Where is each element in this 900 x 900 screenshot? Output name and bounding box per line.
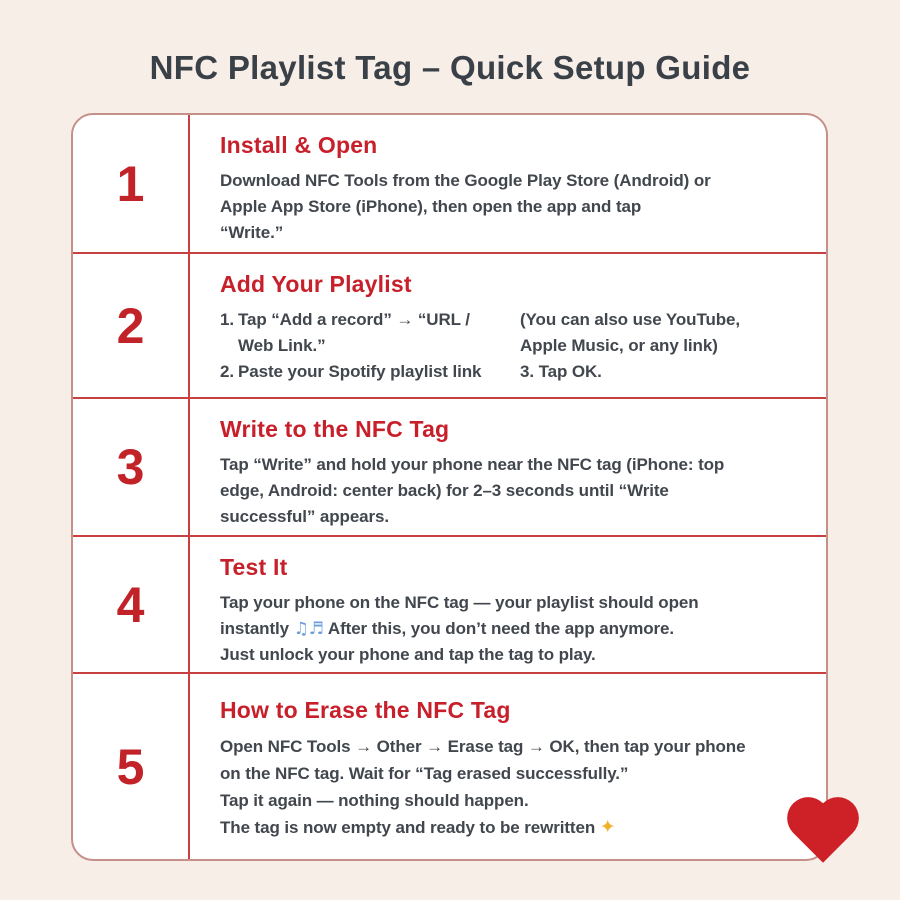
step-body-4 (220, 590, 812, 668)
step-row-4 (73, 537, 826, 674)
page-title: NFC Playlist Tag – Quick Setup Guide (149, 49, 751, 86)
step-body-line: Web Link.” (238, 336, 326, 355)
step-content-4 (190, 537, 826, 672)
list-marker: 2. (220, 362, 234, 381)
step2-right-column (520, 307, 740, 385)
step-row-5 (73, 674, 826, 859)
step-body-3 (220, 452, 812, 530)
step-body-line: Tap “Add a record” → “URL / (238, 310, 470, 329)
step-number-4: 4 (73, 537, 190, 672)
step-row-1 (73, 115, 826, 254)
step-number-2: 2 (73, 254, 190, 397)
step-body-line: Paste your Spotify playlist link (238, 362, 482, 381)
step-body-line: Download NFC Tools from the Google Play Store (Android) or (220, 171, 711, 190)
step-body-line: Tap “Write” and hold your phone near the NFC tag (iPhone: top (220, 455, 725, 474)
step-body-line: successful” appears. (220, 507, 390, 526)
step-title-3: Write to the NFC Tag (220, 416, 450, 442)
list-item (220, 359, 507, 385)
step-content-5 (190, 674, 826, 859)
step-title-2: Add Your Playlist (220, 271, 412, 297)
list-marker: 1. (220, 310, 234, 329)
step-body-line: “Write.” (220, 223, 284, 242)
step-body-line: Apple App Store (iPhone), then open the app and tap (220, 197, 642, 216)
step-title-4: Test It (220, 554, 288, 580)
step-title-1: Install & Open (220, 132, 378, 158)
step-body-line: Open NFC Tools → Other → Erase tag → OK, then tap your phone (220, 737, 746, 756)
step-number-5: 5 (73, 674, 190, 859)
step-body-5 (220, 733, 812, 841)
setup-guide-card (71, 113, 828, 861)
step-title-5: How to Erase the NFC Tag (220, 697, 511, 723)
music-notes-icon: ♫♬ (293, 619, 324, 639)
step-body-line: The tag is now empty and ready to be rewritten ✦ (220, 816, 616, 838)
step-content-3 (190, 399, 826, 535)
step-body-line: Just unlock your phone and tap the tag to play. (220, 645, 596, 664)
step2-left-column (220, 307, 507, 385)
step-body-line: (You can also use YouTube, (520, 310, 741, 329)
step-body-line: Tap your phone on the NFC tag — your playlist should open (220, 593, 699, 612)
sparkles-icon: ✦ (599, 816, 616, 838)
step-row-2 (73, 254, 826, 399)
step-content-2 (190, 254, 826, 397)
step-body-line: instantly ♫♬ After this, you don’t need the app anymore. (220, 619, 675, 639)
step-number-3: 3 (73, 399, 190, 535)
step-row-3 (73, 399, 826, 537)
step-number-1: 1 (73, 115, 190, 252)
step-body-line: Apple Music, or any link) (520, 336, 718, 355)
step-body-line: edge, Android: center back) for 2–3 seconds until “Write (220, 481, 669, 500)
list-item (220, 307, 507, 359)
step-body-line: Tap it again — nothing should happen. (220, 791, 529, 810)
step-body-1 (220, 168, 812, 246)
step-body-line: 3. Tap OK. (520, 362, 602, 381)
step-body-line: on the NFC tag. Wait for “Tag erased successfully.” (220, 764, 629, 783)
step-content-1 (190, 115, 826, 252)
